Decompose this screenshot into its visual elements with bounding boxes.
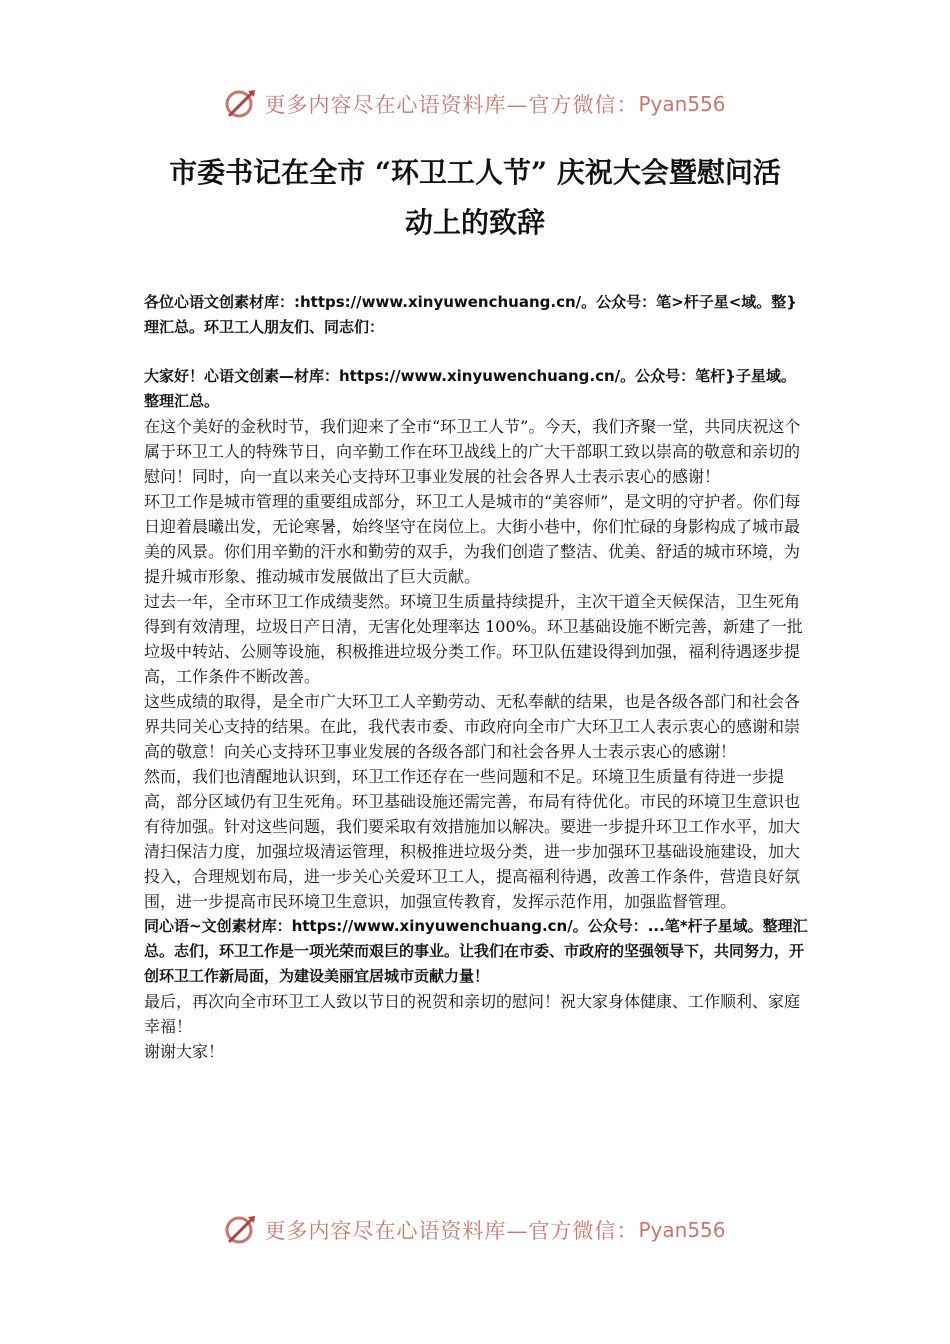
banner-wechat-id: Pyan556: [638, 92, 726, 116]
paragraph-closing: 谢谢大家！: [144, 1042, 225, 1061]
title-line-2: 动上的致辞: [404, 206, 545, 239]
header-watermark-banner: [0, 84, 950, 124]
banner-text: 更多内容尽在心语资料库—官方微信：: [264, 1219, 639, 1243]
paragraph-call-to-action: 同心语~文创素材库：https://www.xinyuwenchuang.cn/。公众号：...笔*杆子星域。整理汇总。志们，环卫工作是一项光荣而艰巨的事业。让我们在市委、市政府的坚强领导下，共同努力，开创环卫工作新局面，为建设美丽宜居城市贡献力量！: [144, 917, 808, 985]
banner-wechat-id: Pyan556: [638, 1218, 726, 1242]
pen-logo-icon: [224, 87, 258, 121]
document-title: [100, 148, 850, 248]
banner-text: 更多内容尽在心语资料库—官方微信：: [264, 93, 639, 117]
paragraph-salutation: 各位心语文创素材库：:https://www.xinyuwenchuang.cn/。公众号：笔>杆子星<域。整}理汇总。环卫工人朋友们、同志们：: [144, 293, 797, 336]
paragraph: 环卫工作是城市管理的重要组成部分，环卫工人是城市的“美容师”，是文明的守护者。你们每日迎着晨曦出发，无论寒暑，始终坚守在岗位上。大街小巷中，你们忙碌的身影构成了城市最美的风景。你们用辛勤的汗水和勤劳的双手，为我们创造了整洁、优美、舒适的城市环境，为提升城市形象、推动城市发展做出了巨大贡献。: [144, 492, 801, 586]
document-body: [144, 290, 808, 1064]
paragraph: 在这个美好的金秋时节，我们迎来了全市“环卫工人节”。今天，我们齐聚一堂，共同庆祝这个属于环卫工人的特殊节日，向辛勤工作在环卫战线上的广大干部职工致以崇高的敬意和亲切的慰问！同时，向一直以来关心支持环卫事业发展的社会各界人士表示衷心的感谢！: [144, 417, 801, 486]
paragraph: 过去一年，全市环卫工作成绩斐然。环境卫生质量持续提升，主次干道全天候保洁，卫生死角得到有效清理，垃圾日产日清，无害化处理率达 100%。环卫基础设施不断完善，新建了一批垃圾中转站、公厕等设施，积极推进垃圾分类工作。环卫队伍建设得到加强，福利待遇逐步提高，工作条件不断改善。: [144, 592, 803, 686]
title-line-1: 市委书记在全市 “环卫工人节” 庆祝大会暨慰问活: [169, 156, 781, 189]
pen-logo-icon: [224, 1213, 258, 1247]
paragraph-greeting: 大家好！心语文创素—材库：https://www.xinyuwenchuang.cn/。公众号：笔杆}子星域。整理汇总。: [144, 367, 796, 410]
paragraph: 然而，我们也清醒地认识到，环卫工作还存在一些问题和不足。环境卫生质量有待进一步提高，部分区域仍有卫生死角。环卫基础设施还需完善，布局有待优化。市民的环境卫生意识也有待加强。针对这些问题，我们要采取有效措施加以解决。要进一步提升环卫工作水平，加大清扫保洁力度，加强垃圾清运管理，积极推进垃圾分类，进一步加强环卫基础设施建设，加大投入，合理规划布局，进一步关心关爱环卫工人，提高福利待遇，改善工作条件，营造良好氛围，进一步提高市民环境卫生意识，加强宣传教育，发挥示范作用，加强监督管理。: [144, 767, 801, 911]
paragraph: 最后，再次向全市环卫工人致以节日的祝贺和亲切的慰问！祝大家身体健康、工作顺利、家庭幸福！: [144, 992, 801, 1036]
footer-watermark-banner: [0, 1210, 950, 1250]
paragraph: 这些成绩的取得，是全市广大环卫工人辛勤劳动、无私奉献的结果，也是各级各部门和社会各界共同关心支持的结果。在此，我代表市委、市政府向全市广大环卫工人表示衷心的感谢和崇高的敬意！向关心支持环卫事业发展的各级各部门和社会各界人士表示衷心的感谢！: [144, 692, 801, 761]
